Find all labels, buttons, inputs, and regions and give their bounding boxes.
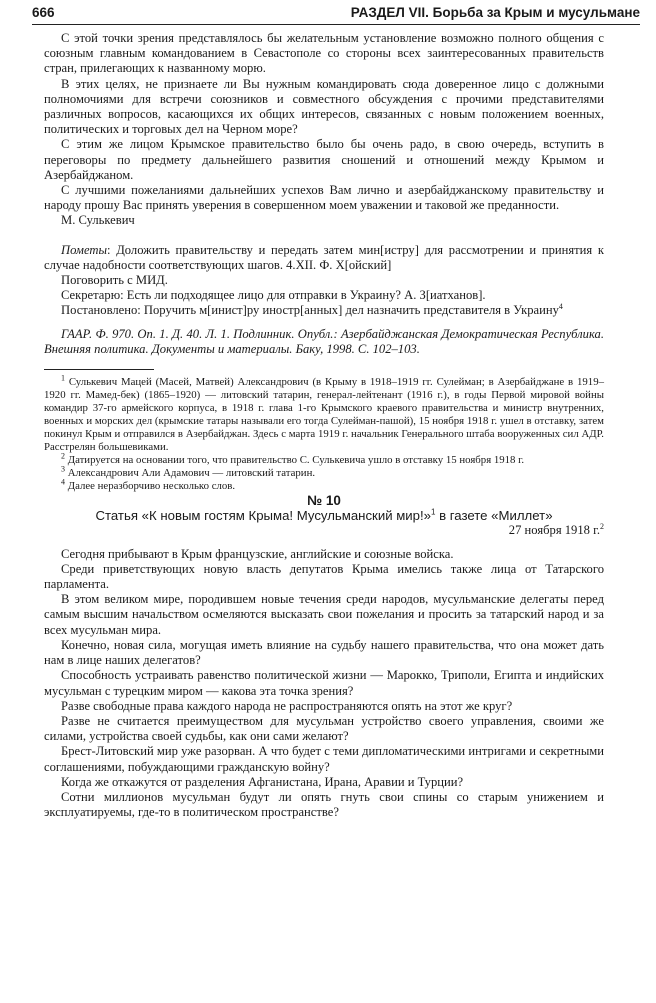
signature: М. Сулькевич — [61, 213, 135, 228]
footnote — [44, 477, 604, 493]
section-title: РАЗДЕЛ VII. Борьба за Крым и мусульмане — [350, 5, 640, 20]
footnote-text: Датируется на основании того, что правительство С. Сулькевича ушло в отставку 15 ноября 1918 г. — [67, 454, 525, 467]
footnote-number: 1 — [61, 373, 65, 383]
article-paragraph: В этом великом мире, породившем новые течения среди народов, мусульманские делегаты перед самым высшим начальством осмеляются высказать свои пожелания и просить за татарский народ и за всех мусульман мира. — [44, 592, 604, 637]
document-title-main: Статья «К новым гостям Крыма! Мусульманский мир!» — [95, 508, 431, 524]
resolution-text: Постановлено: Поручить м[инист]ру иностр[анных] дел назначить представителя в Украину — [61, 303, 559, 318]
footnote-number: 4 — [61, 477, 65, 487]
article-paragraph: Когда же откажутся от разделения Афганистана, Ирана, Аравии и Турции? — [61, 774, 464, 789]
footnote-number: 2 — [61, 451, 65, 461]
footnote-number: 3 — [61, 464, 65, 474]
marks-label: Пометы — [61, 242, 107, 257]
mid-line: Поговорить с МИД. — [61, 273, 168, 288]
spacer — [44, 229, 604, 243]
marks-text: : Доложить правительству и передать затем мин[истру] для рассмотрении и принятия к случае надобности соответствующих шагов. 4.XII. Ф. Х[ойский] — [44, 242, 604, 272]
resolution-line — [44, 303, 604, 318]
footnote-ref: 2 — [600, 522, 604, 532]
article-paragraph: Конечно, новая сила, могущая иметь влияние на судьбу нашего правительства, что она может дать нам в лице наших делегатов? — [44, 637, 604, 668]
letter-paragraph: В этих целях, не признаете ли Вы нужным командировать сюда доверенное лицо с должными полномочиями для встречи союзников и совместного обсуждения с прочими представителями различных вопросов, касающихся их общих интересов, связанных с новым положением военных, политических и торговых дел на Черном море? — [44, 76, 604, 137]
document-title-tail: в газете «Миллет» — [435, 508, 553, 524]
secretary-line: Секретарю: Есть ли подходящее лицо для отправки в Украину? А. З[иатханов]. — [61, 288, 486, 303]
footnote-ref: 1 — [431, 507, 436, 517]
header-rule — [32, 24, 640, 25]
page-number: 666 — [32, 5, 55, 20]
footnote-text: Александрович Али Адамович — литовский татарин. — [67, 467, 316, 480]
article-paragraph: Разве свободные права каждого народа не распространяются опять на этот же круг? — [61, 698, 513, 713]
spacer — [44, 319, 604, 327]
running-header — [32, 4, 640, 24]
footnote-text: Далее неразборчиво несколько слов. — [67, 480, 236, 493]
article-paragraph: Сотни миллионов мусульман будут ли опять гнуть свои спины со старым унижением и эксплуатируемы, где-то в политическом пространстве? — [44, 789, 604, 820]
article-paragraph: Брест-Литовский мир уже разорван. А что будет с теми дипломатическими интригами и секретными соглашениями, побуждающими гражданскую войну? — [44, 744, 604, 774]
document-title — [44, 508, 604, 523]
letter-paragraph: С этой точки зрения представлялось бы желательным установление возможно полного общения с союзным главным командованием в Севастополе со стороны всех заинтересованных правительств стран, прилегающих к названному морю. — [44, 31, 604, 76]
footnote — [44, 464, 604, 480]
archival-source: ГААР. Ф. 970. Оп. 1. Д. 40. Л. 1. Подлинник. Опубл.: Азербайджанская Демократическая Республика. Внешняя политика. Документы и материалы. Баку, 1998. С. 102–103. — [44, 326, 604, 356]
article-paragraph: Разве не считается преимуществом для мусульман устройство своего управления, своими же силами, устройства своей судьбы, как они сами желают? — [44, 713, 604, 744]
article-paragraph: Способность устраивать равенство политической жизни — Марокко, Триполи, Египта и индийских мусульман с турецким миром — какова эта точка зрения? — [44, 668, 604, 698]
document-date-text: 27 ноября 1918 г. — [508, 523, 600, 538]
footnote-ref: 4 — [558, 302, 563, 312]
article-paragraph: Среди приветствующих новую власть депутатов Крыма имелись также лица от Татарского парламента. — [44, 561, 604, 592]
footnote-text: Сулькевич Мацей (Масей, Матвей) Александрович (в Крыму в 1918–1919 гг. Сулейман; в Азербайджане в 1919–1920 гг. Мамед-бек) (1865–1920) — литовский татарин, генерал-лейтенант (1916 г.), в годы Первой мировой войны командир 37-го армейского корпуса, в 1918 г. глава 1-го Крымского краевого правительства и министр внутренних, военных и морских дел (крымские татары называли его тогда Сулейман-пашой), 15 ноября 1918 г. ушел в отставку, затем покинул Крым и отправился в Азербайджан. Здесь с марта 1919 г. начальник Генерального штаба вооруженных сил АДР. Расстрелян большевиками. — [44, 376, 605, 454]
footnote — [44, 373, 605, 454]
document-date — [44, 523, 604, 538]
document-number: № 10 — [307, 493, 341, 509]
spacer — [44, 539, 604, 547]
article-paragraph: Сегодня прибывают в Крым французские, английские и союзные войска. — [61, 546, 454, 561]
letter-paragraph: С лучшими пожеланиями дальнейших успехов Вам лично и азербайджанскому правительству и народу прошу Вас принять уверения в совершенном моем уважении и таковой же преданности. — [44, 183, 604, 213]
marks-paragraph — [44, 243, 604, 273]
letter-paragraph: С этим же лицом Крымское правительство было бы очень радо, в свою очередь, вступить в переговоры по предмету дальнейшего развития сношений и отношений между Крымом и Азербайджаном. — [44, 137, 604, 182]
footnote — [44, 451, 604, 467]
footnote-rule — [44, 369, 154, 370]
page-body — [44, 31, 604, 820]
